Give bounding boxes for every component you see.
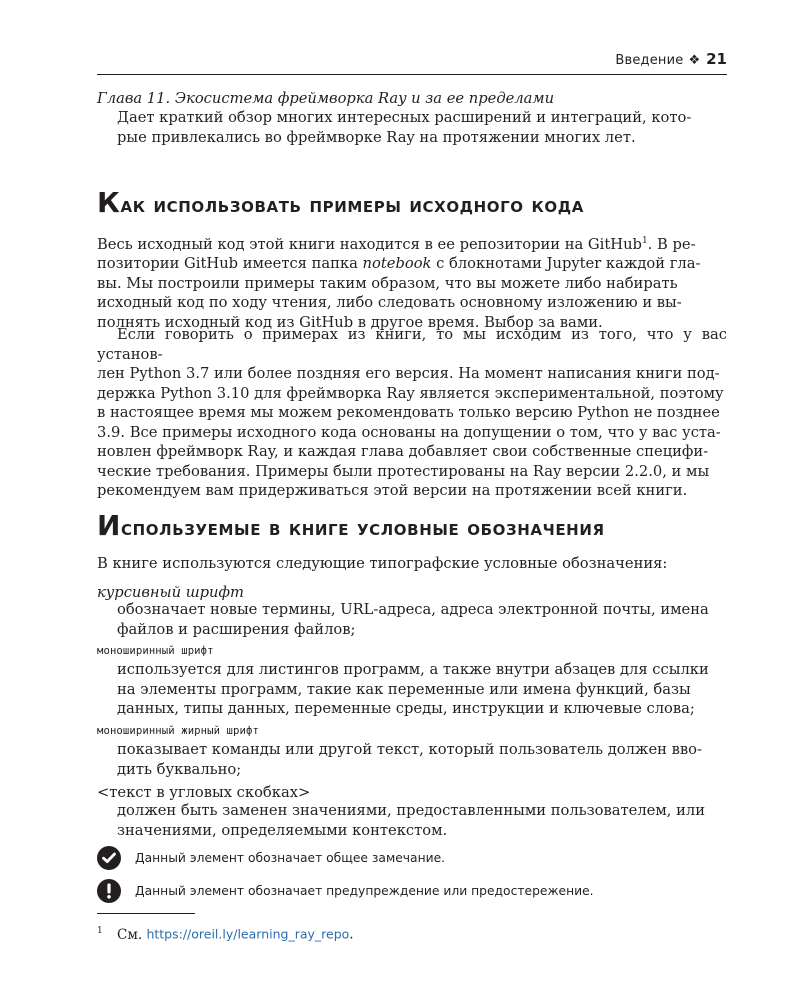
footnote-suffix: . [349,926,354,943]
warning-note-text: Данный элемент обозначает предупреждение или предостережение. [135,884,594,898]
section-heading-code-examples: Как использовать примеры исходного кода [97,186,584,219]
footnote-reference[interactable]: 1 [641,236,648,246]
general-note-text: Данный элемент обозначает общее замечание. [135,851,446,865]
convention-term-monospace: моноширинный шрифт [97,645,214,657]
footnote-prefix: См. [117,926,147,943]
warning-note [97,879,594,903]
page-number: 21 [706,50,727,68]
chapter-11-title: Глава 11. Экосистема фреймворка Ray и за ее пределами [97,90,555,107]
section-heading-conventions: Используемые в книге условные обозначения [97,509,605,542]
conventions-intro: В книге используются следующие типографские условные обозначения: [97,555,668,572]
convention-term-monospace-bold: моноширинный жирный шрифт [97,725,259,737]
footnote-divider [97,913,195,914]
footnote-number: 1 [97,926,103,936]
convention-definition-italic: обозначает новые термины, URL-адреса, адреса электронной почты, имена файлов и расширения файлов; [117,601,709,638]
convention-term-italic: курсивный шрифт [97,584,244,601]
ornament-icon: ❖ [688,53,701,68]
section1-paragraph-2: Если говорить о примерах из книги, то мы исходим из того, что у вас установ- лен Python 3.7 или более поздняя его версия. На момент написания книги под- держка Python 3.10 для фреймворка Ray является экспериментальной, поэтому в настоящее время мы можем рекомендовать только версию Python не позднее 3.9. Все примеры исходного кода основаны на допущении о том, что у вас уста- новлен фреймворк Ray, и каждая глава добавляет свои собственные специфи- ческие требования. Примеры были протестированы на Ray версии 2.2.0, и мы рекомендуем вам придерживаться этой версии на протяжении всей книги. [97,326,727,499]
check-circle-icon [97,846,121,870]
chapter-11-description: Дает краткий обзор многих интересных расширений и интеграций, кото- рые привлекались во фреймворке Ray на протяжении многих лет. [117,109,692,146]
general-note [97,846,445,870]
header-section-title: Введение [615,53,684,68]
running-header [97,50,727,75]
convention-definition-angle-brackets: должен быть заменен значениями, предоставленными пользователем, или значениями, определяемыми контекстом. [117,802,706,839]
convention-definition-monospace-bold: показывает команды или другой текст, который пользователь должен вво- дить буквально; [117,741,702,778]
footnote [97,922,354,945]
section1-paragraph-1: Весь исходный код этой книги находится в ее репозитории на GitHub$^1$. В ре- позитории GitHub имеется папка notebook с блокнотами Jupyter каждой гла- вы. Мы построили примеры таким образом, что вы можете либо набирать исходный код по ходу чтения, либо следовать основному изложению и вы- полнять исходный код из GitHub в другое время. Выбор за вами. [97,235,701,331]
repo-link[interactable]: https://oreil.ly/learning_ray_repo [146,926,350,942]
convention-definition-monospace: используется для листингов программ, а также внутри абзацев для ссылки на элементы программ, такие как переменные или имена функций, базы данных, типы данных, переменные среды, инструкции и ключевые слова; [117,661,709,717]
exclamation-circle-icon [97,879,121,903]
convention-term-angle-brackets: <текст в угловых скобках> [97,784,311,801]
